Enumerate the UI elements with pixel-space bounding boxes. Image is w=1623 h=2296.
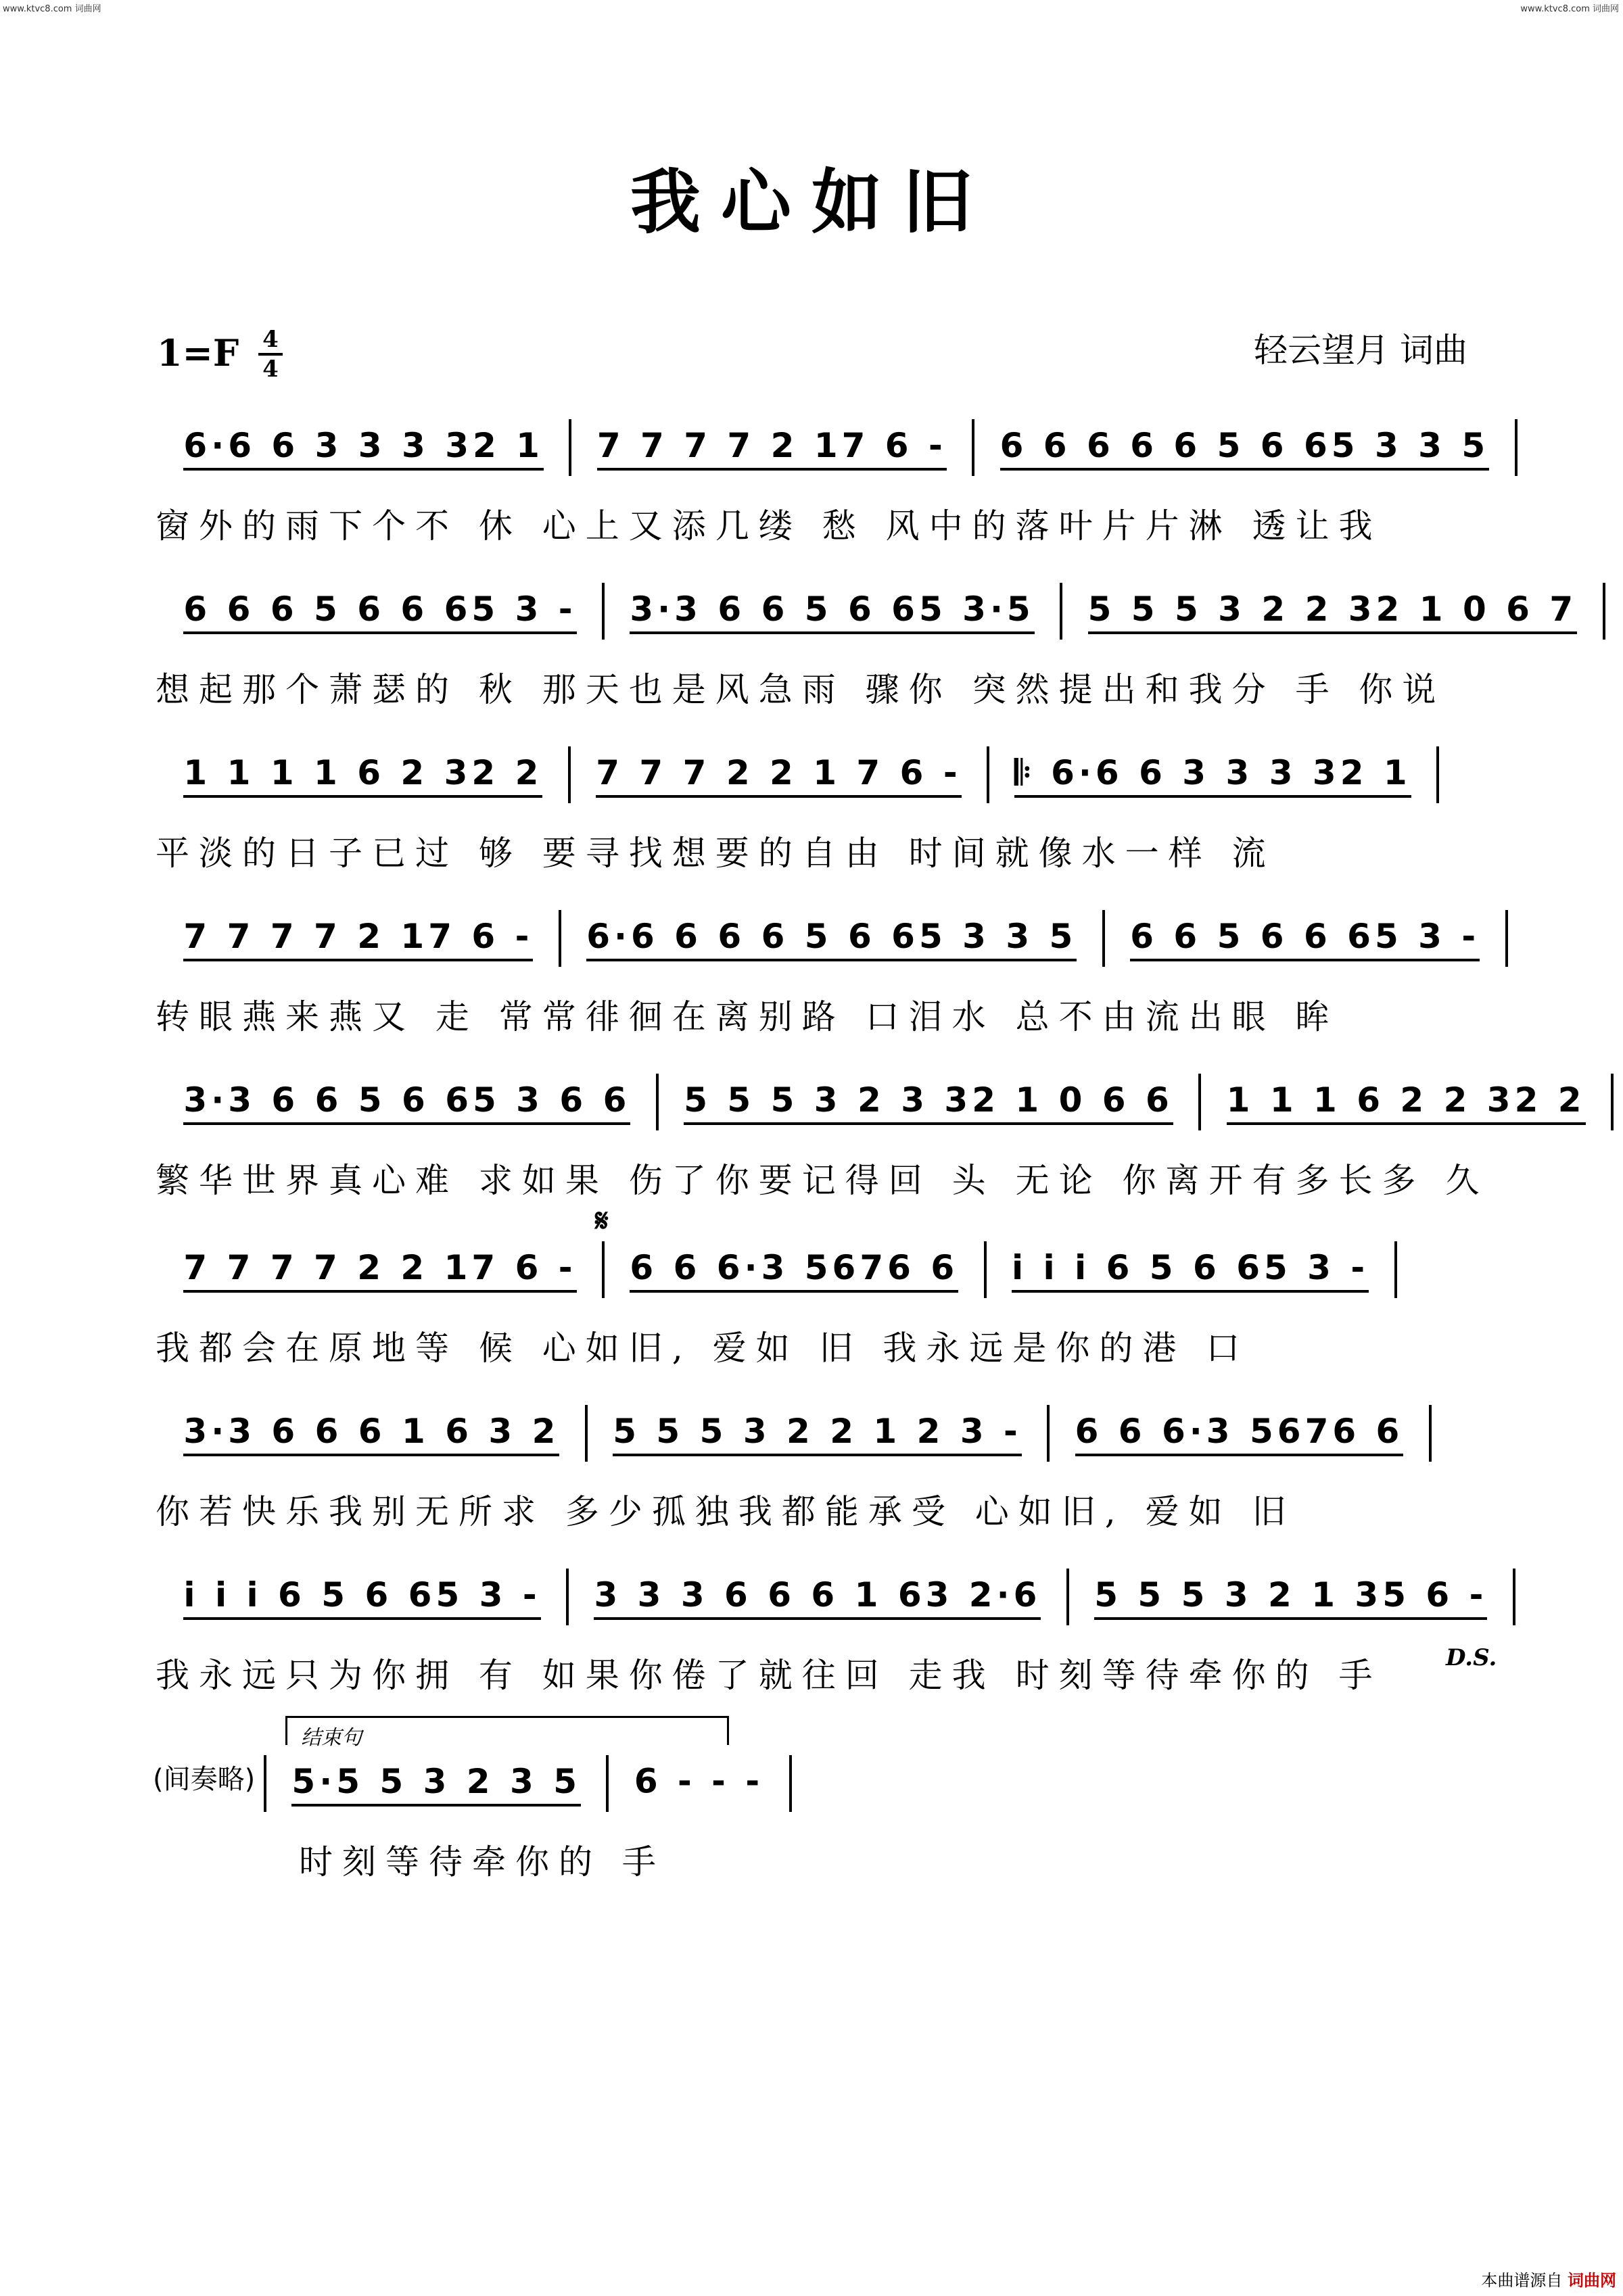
measure: 𝄆 6·6 6 3 3 3 32 1 — [1014, 753, 1411, 798]
barline — [1060, 583, 1062, 640]
lyrics-line: 你若快乐我别无所求 多少孤独我都能承受 心如旧, 爱如 旧 — [156, 1492, 1296, 1531]
barline — [602, 583, 605, 640]
notes-line — [156, 419, 1490, 494]
footer-text: 本曲谱源自 — [1481, 2271, 1563, 2290]
time-signature-top: 4 — [262, 326, 279, 353]
measure: 1 1 1 6 2 2 32 2 — [1227, 1080, 1586, 1125]
barline — [1603, 583, 1605, 640]
header-url-left: www.ktvc8.com 词曲网 — [3, 4, 101, 14]
barline — [568, 746, 571, 803]
segno-sign: 𝄋 — [595, 1202, 609, 1239]
measure: 7 7 7 7 2 2 17 6 - — [183, 1248, 576, 1293]
notes-line — [156, 583, 1578, 657]
notes-line — [156, 1241, 1472, 1316]
measure: 7 7 7 2 2 1 7 6 - — [596, 753, 961, 798]
barline — [987, 746, 989, 803]
interlude-label: (间奏略) — [153, 1764, 256, 1795]
barline — [984, 1241, 987, 1298]
barline — [1429, 1405, 1432, 1462]
measure: 3·3 6 6 5 6 65 3 6 6 — [183, 1080, 630, 1125]
footer — [1481, 2267, 1616, 2291]
barline — [1611, 1074, 1614, 1130]
measure: 6·6 6 3 3 3 32 1 — [183, 426, 544, 471]
barline — [972, 419, 974, 476]
measure: 7 7 7 7 2 17 6 - — [597, 426, 947, 471]
barline — [1515, 419, 1518, 476]
measure: 5 5 5 3 2 1 35 6 - — [1094, 1575, 1487, 1620]
measure: 6 6 6 6 6 5 6 65 3 3 5 — [1000, 426, 1490, 471]
lyrics-line: 繁华世界真心难 求如果 伤了你要记得回 头 无论 你离开有多长多 久 — [156, 1161, 1489, 1200]
barline — [1198, 1074, 1201, 1130]
barline — [1047, 1405, 1050, 1462]
notes-line — [264, 1755, 764, 1829]
measure: 5 5 5 3 2 3 32 1 0 6 6 — [684, 1080, 1173, 1125]
barline — [1505, 910, 1508, 967]
measure: 3·3 6 6 5 6 65 3·5 — [630, 590, 1034, 634]
measure: i i i 6 5 6 65 3 - — [183, 1575, 540, 1620]
footer-brand[interactable]: 词曲网 — [1568, 2271, 1616, 2290]
header-url-right: www.ktvc8.com 词曲网 — [1520, 4, 1619, 14]
time-signature — [257, 327, 284, 381]
measure: i i i 6 5 6 65 3 - — [1012, 1248, 1369, 1293]
measure: 6·6 6 6 6 5 6 65 3 3 5 — [586, 917, 1077, 961]
notes-line — [156, 1405, 1472, 1479]
barline — [1436, 746, 1439, 803]
lyrics-line: 我都会在原地等 候 心如旧, 爱如 旧 我永远是你的港 口 — [156, 1329, 1250, 1368]
lyrics-line: 想起那个萧瑟的 秋 那天也是风急雨 骤你 突然提出和我分 手 你说 — [156, 670, 1446, 709]
barline — [1102, 910, 1105, 967]
barline — [602, 1241, 605, 1298]
measure: 7 7 7 7 2 17 6 - — [183, 917, 533, 961]
measure: 3·3 6 6 6 1 6 3 2 — [183, 1412, 559, 1456]
barline — [656, 1074, 659, 1130]
measure: 5 5 5 3 2 2 1 2 3 - — [613, 1412, 1022, 1456]
measure: 6 6 6 5 6 6 65 3 - — [183, 590, 576, 634]
lyrics-line: 平淡的日子已过 够 要寻找想要的自由 时间就像水一样 流 — [156, 834, 1275, 873]
measure: 5·5 5 3 2 3 5 — [291, 1762, 581, 1807]
barline — [1394, 1241, 1397, 1298]
measure: 6 - - - — [634, 1761, 764, 1801]
measure: 6 6 5 6 6 65 3 - — [1130, 917, 1480, 961]
ending-bracket — [285, 1716, 729, 1750]
dal-segno-mark: D.S. — [1446, 1644, 1497, 1671]
notes-line — [156, 1074, 1586, 1148]
lyrics-line: 我永远只为你拥 有 如果你倦了就往回 走我 时刻等待牵你的 手 — [156, 1656, 1382, 1695]
repeat-barline — [264, 1755, 266, 1812]
measure: 6 6 6·3 5676 6 — [630, 1248, 958, 1293]
measure: 5 5 5 3 2 2 32 1 0 6 7 — [1088, 590, 1578, 634]
measure: 3 3 3 6 6 6 1 63 2·6 — [594, 1575, 1041, 1620]
lyrics-line: 时刻等待牵你的 手 — [299, 1842, 665, 1882]
measure: 1 1 1 1 6 2 32 2 — [183, 753, 542, 798]
barline — [606, 1755, 609, 1812]
lyrics-line: 窗外的雨下个不 休 心上又添几缕 愁 风中的落叶片片淋 透让我 — [156, 506, 1382, 546]
barline — [566, 1569, 569, 1625]
lyrics-line: 转眼燕来燕又 走 常常徘徊在离别路 口泪水 总不由流出眼 眸 — [156, 997, 1339, 1036]
barline — [559, 910, 561, 967]
barline — [1066, 1569, 1069, 1625]
song-title: 我心如旧 — [630, 160, 993, 243]
barline — [569, 419, 571, 476]
barline — [585, 1405, 588, 1462]
credit-line: 轻云望月 词曲 — [1254, 331, 1467, 370]
notes-line — [156, 1569, 1488, 1643]
notes-line — [156, 910, 1480, 984]
final-barline — [789, 1755, 792, 1812]
time-signature-bottom: 4 — [262, 356, 279, 383]
key-signature: 1=F — [157, 331, 239, 375]
notes-line — [156, 746, 1472, 821]
measure: 6 6 6·3 5676 6 — [1075, 1412, 1404, 1456]
ending-label: 结束句 — [301, 1726, 362, 1750]
barline — [1513, 1569, 1515, 1625]
